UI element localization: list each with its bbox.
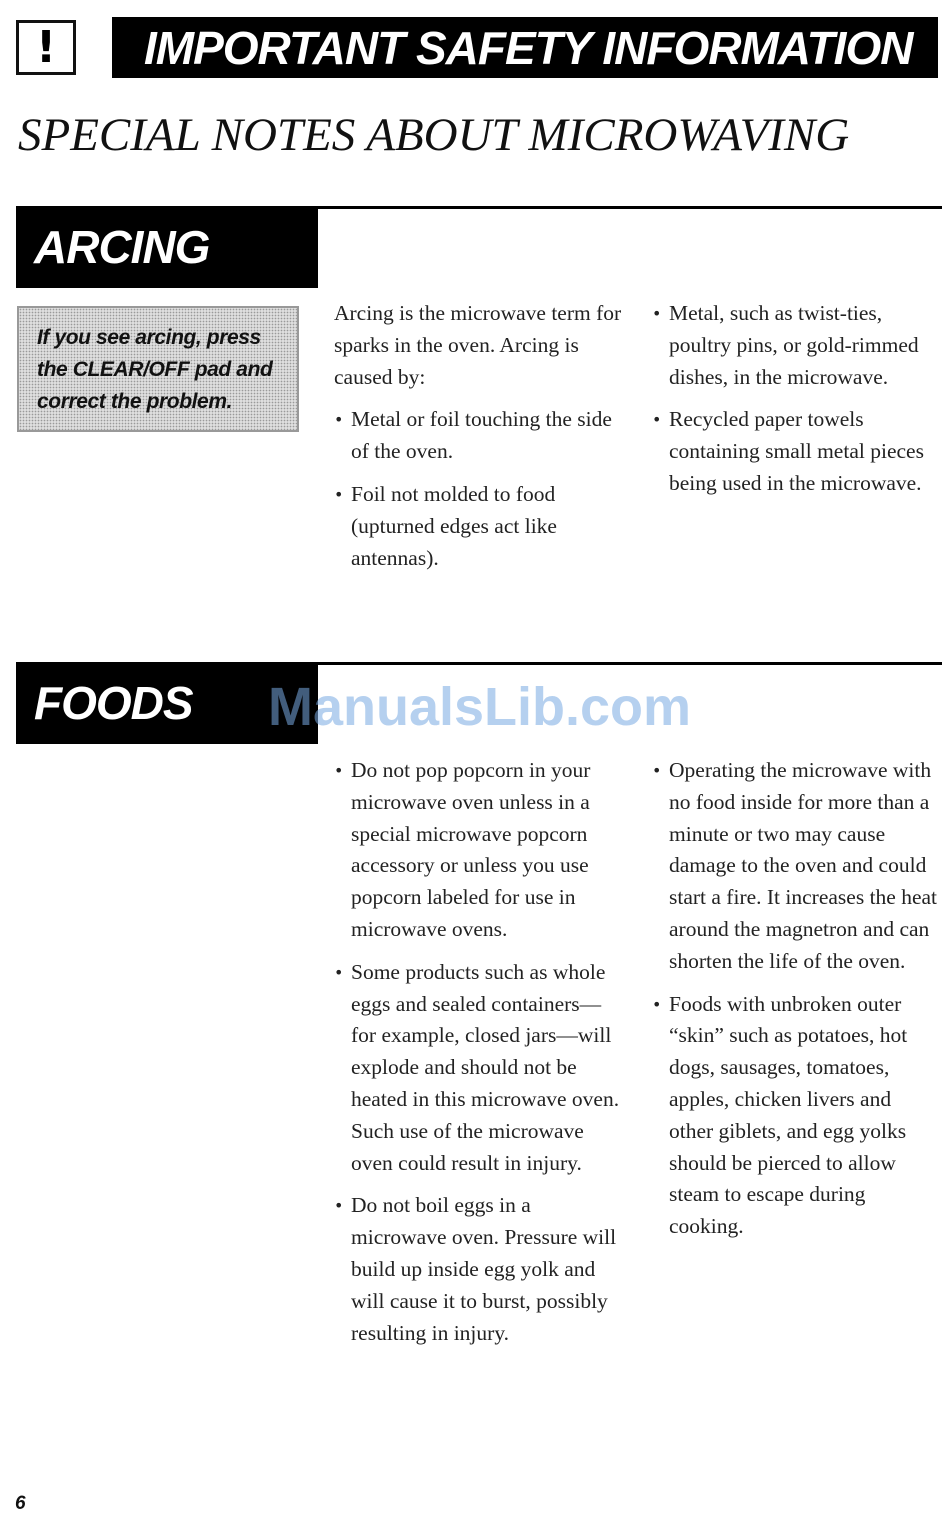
- page-number: 6: [15, 1493, 26, 1514]
- arcing-callout: If you see arcing, press the CLEAR/OFF pad and correct the problem.: [17, 306, 299, 432]
- list-item: • Metal, such as twist-ties, poultry pins, or gold-rimmed dishes, in the microwave.: [652, 298, 942, 393]
- exclamation-glyph: !: [35, 21, 57, 73]
- arcing-column-2: [652, 298, 942, 511]
- header-title-bar: [112, 17, 938, 78]
- foods-heading-text: FOODS: [34, 677, 193, 729]
- foods-column-1: [334, 755, 626, 1360]
- arcing-heading-text: ARCING: [34, 221, 210, 273]
- list-item: • Do not boil eggs in a microwave oven. Pressure will build up inside egg yolk and will cause it to burst, possibly resulting in injury.: [334, 1190, 626, 1349]
- arcing-intro: Arcing is the microwave term for sparks in the oven. Arcing is caused by:: [334, 301, 622, 389]
- list-item: • Foil not molded to food (upturned edges act like antennas).: [334, 479, 624, 574]
- list-item: • Recycled paper towels containing small metal pieces being used in the microwave.: [652, 404, 942, 499]
- page-subtitle: SPECIAL NOTES ABOUT MICROWAVING: [18, 109, 850, 161]
- list-item: • Operating the microwave with no food inside for more than a minute or two may cause damage to the oven and could start a fire. It increases the heat around the magnetron and can shorten the life of the oven.: [652, 755, 940, 978]
- foods-column-2: [652, 755, 940, 1254]
- arcing-heading: [16, 206, 318, 288]
- watermark: ManualsLib.com: [268, 677, 692, 737]
- arcing-divider: [318, 206, 942, 209]
- list-item: • Do not pop popcorn in your microwave oven unless in a special microwave popcorn accessory or unless you use popcorn labeled for use in microwave ovens.: [334, 755, 626, 946]
- list-item: • Foods with unbroken outer “skin” such as potatoes, hot dogs, sausages, tomatoes, apples, chicken livers and other giblets, and egg yolks should be pierced to allow steam to escape during cooking.: [652, 989, 940, 1243]
- foods-divider: [318, 662, 942, 665]
- page-title: IMPORTANT SAFETY INFORMATION: [144, 21, 913, 74]
- warning-icon: [16, 20, 76, 75]
- arcing-column-1: [334, 298, 624, 585]
- list-item: • Metal or foil touching the side of the oven.: [334, 404, 624, 468]
- list-item: • Some products such as whole eggs and sealed containers—for example, closed jars—will explode and should not be heated in this microwave oven. Such use of the microwave oven could result in injury.: [334, 957, 626, 1180]
